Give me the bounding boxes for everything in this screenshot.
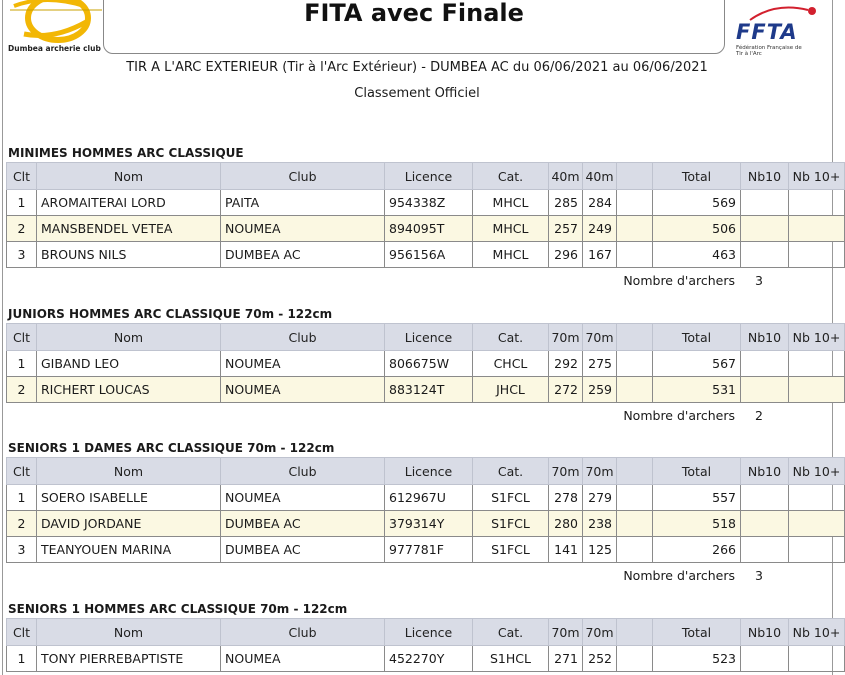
table-cell: 2 (7, 216, 37, 242)
table-cell: S1FCL (473, 485, 549, 511)
table-cell: 1 (7, 351, 37, 377)
table-cell: 506 (653, 216, 741, 242)
table-cell: 285 (549, 190, 583, 216)
table-cell (789, 242, 845, 268)
table-cell: 894095T (385, 216, 473, 242)
table-cell: 567 (653, 351, 741, 377)
table-cell (617, 190, 653, 216)
table-cell: 954338Z (385, 190, 473, 216)
archer-count-value: 3 (755, 273, 763, 288)
archer-count-label: Nombre d'archers (623, 273, 735, 288)
table-cell: S1FCL (473, 511, 549, 537)
table-cell: DAVID JORDANE (37, 511, 221, 537)
column-header: Total (653, 163, 741, 190)
column-header: 70m (549, 324, 583, 351)
ffta-logo-text: FFTA (736, 20, 798, 44)
table-cell (741, 377, 789, 403)
table-cell: AROMAITERAI LORD (37, 190, 221, 216)
table-cell (741, 216, 789, 242)
table-cell: NOUMEA (221, 351, 385, 377)
table-cell: DUMBEA AC (221, 242, 385, 268)
table-cell: 569 (653, 190, 741, 216)
table-cell: PAITA (221, 190, 385, 216)
table-cell (617, 646, 653, 672)
results-table (6, 162, 845, 268)
table-cell: MANSBENDEL VETEA (37, 216, 221, 242)
table-header-row (7, 458, 845, 485)
column-header: Licence (385, 619, 473, 646)
table-cell: 271 (549, 646, 583, 672)
column-header: Total (653, 458, 741, 485)
table-cell (741, 190, 789, 216)
table-cell: NOUMEA (221, 377, 385, 403)
table-cell: DUMBEA AC (221, 511, 385, 537)
table-cell: BROUNS NILS (37, 242, 221, 268)
column-header: Club (221, 324, 385, 351)
table-cell (789, 190, 845, 216)
table-cell: 266 (653, 537, 741, 563)
column-header: Nb 10+ (789, 619, 845, 646)
table-cell: 452270Y (385, 646, 473, 672)
classement-label: Classement Officiel (354, 86, 480, 101)
results-table (6, 618, 845, 672)
column-header: Nb10 (741, 458, 789, 485)
archer-icon (6, 0, 106, 46)
section-0 (6, 144, 841, 294)
archer-count (6, 563, 829, 589)
table-row (7, 511, 845, 537)
table-cell: 883124T (385, 377, 473, 403)
table-cell: SOERO ISABELLE (37, 485, 221, 511)
table-cell: 272 (549, 377, 583, 403)
column-header: Club (221, 163, 385, 190)
table-cell: 2 (7, 511, 37, 537)
table-cell: 238 (583, 511, 617, 537)
table-cell: JHCL (473, 377, 549, 403)
archer-count (6, 268, 829, 294)
column-header: Cat. (473, 163, 549, 190)
table-row (7, 377, 845, 403)
table-cell (789, 537, 845, 563)
column-header: Clt (7, 324, 37, 351)
table-cell: 278 (549, 485, 583, 511)
table-cell: 275 (583, 351, 617, 377)
table-cell (789, 646, 845, 672)
column-header: Nb 10+ (789, 458, 845, 485)
column-header (617, 458, 653, 485)
table-cell: 379314Y (385, 511, 473, 537)
table-cell (617, 485, 653, 511)
table-cell: S1HCL (473, 646, 549, 672)
table-cell: DUMBEA AC (221, 537, 385, 563)
column-header: Nb10 (741, 324, 789, 351)
table-cell (741, 537, 789, 563)
table-cell: 523 (653, 646, 741, 672)
column-header: Nom (37, 163, 221, 190)
table-cell: 531 (653, 377, 741, 403)
column-header: Total (653, 619, 741, 646)
table-cell (617, 351, 653, 377)
archer-count-value: 2 (755, 408, 763, 423)
table-cell: 806675W (385, 351, 473, 377)
target-arc-icon (730, 2, 830, 22)
column-header: Cat. (473, 619, 549, 646)
column-header (617, 163, 653, 190)
column-header (617, 324, 653, 351)
table-cell (617, 377, 653, 403)
table-cell: 280 (549, 511, 583, 537)
column-header: Club (221, 458, 385, 485)
table-cell: 279 (583, 485, 617, 511)
table-cell (741, 646, 789, 672)
column-header: Cat. (473, 458, 549, 485)
table-cell: S1FCL (473, 537, 549, 563)
section-title: SENIORS 1 DAMES ARC CLASSIQUE 70m - 122cm (8, 441, 335, 455)
table-cell: NOUMEA (221, 485, 385, 511)
column-header: 70m (549, 619, 583, 646)
table-cell: 518 (653, 511, 741, 537)
column-header: Nb10 (741, 619, 789, 646)
table-cell: MHCL (473, 216, 549, 242)
table-cell: 259 (583, 377, 617, 403)
results-table (6, 323, 845, 403)
archer-count-value: 3 (755, 568, 763, 583)
table-cell (741, 485, 789, 511)
table-row (7, 646, 845, 672)
archer-count-label: Nombre d'archers (623, 408, 735, 423)
column-header: Licence (385, 324, 473, 351)
table-cell (789, 511, 845, 537)
table-row (7, 216, 845, 242)
table-cell: TONY PIERREBAPTISTE (37, 646, 221, 672)
table-cell: 3 (7, 537, 37, 563)
table-header-row (7, 163, 845, 190)
section-1 (6, 305, 841, 429)
table-cell: 252 (583, 646, 617, 672)
page-title: FITA avec Finale (304, 0, 524, 27)
column-header: 40m (549, 163, 583, 190)
table-header-row (7, 619, 845, 646)
table-header-row (7, 324, 845, 351)
section-title: MINIMES HOMMES ARC CLASSIQUE (8, 146, 244, 160)
table-cell: MHCL (473, 242, 549, 268)
archer-count-label: Nombre d'archers (623, 568, 735, 583)
column-header: Licence (385, 458, 473, 485)
table-cell: 296 (549, 242, 583, 268)
table-cell: 956156A (385, 242, 473, 268)
column-header: 70m (583, 458, 617, 485)
table-cell: 141 (549, 537, 583, 563)
table-cell: GIBAND LEO (37, 351, 221, 377)
event-subtitle: TIR A L'ARC EXTERIEUR (Tir à l'Arc Extérieur) - DUMBEA AC du 06/06/2021 au 06/06/2021 (126, 60, 708, 75)
table-cell (741, 511, 789, 537)
table-cell: 557 (653, 485, 741, 511)
table-row (7, 242, 845, 268)
table-cell: NOUMEA (221, 646, 385, 672)
column-header: Nb 10+ (789, 324, 845, 351)
table-row (7, 351, 845, 377)
column-header: Nom (37, 458, 221, 485)
column-header: Nb 10+ (789, 163, 845, 190)
table-row (7, 485, 845, 511)
table-cell: 612967U (385, 485, 473, 511)
table-row (7, 537, 845, 563)
table-cell (617, 242, 653, 268)
table-cell: RICHERT LOUCAS (37, 377, 221, 403)
table-cell: 167 (583, 242, 617, 268)
table-cell: 977781F (385, 537, 473, 563)
table-cell (789, 485, 845, 511)
table-cell: 463 (653, 242, 741, 268)
column-header: Clt (7, 619, 37, 646)
table-cell: 1 (7, 646, 37, 672)
results-table (6, 457, 845, 563)
archer-count (6, 403, 829, 429)
table-cell (789, 216, 845, 242)
table-cell: TEANYOUEN MARINA (37, 537, 221, 563)
table-cell: 2 (7, 377, 37, 403)
table-cell: 125 (583, 537, 617, 563)
column-header: 70m (549, 458, 583, 485)
table-cell: MHCL (473, 190, 549, 216)
table-cell (617, 216, 653, 242)
section-title: JUNIORS HOMMES ARC CLASSIQUE 70m - 122cm (8, 307, 333, 321)
table-cell: NOUMEA (221, 216, 385, 242)
table-cell (617, 511, 653, 537)
table-cell: 284 (583, 190, 617, 216)
table-cell (789, 377, 845, 403)
ffta-logo-subtext: Fédération Française de Tir à l'Arc (736, 45, 802, 57)
table-cell: 249 (583, 216, 617, 242)
column-header: 40m (583, 163, 617, 190)
table-cell: 1 (7, 190, 37, 216)
table-cell (617, 537, 653, 563)
table-cell (741, 351, 789, 377)
column-header: Clt (7, 458, 37, 485)
table-cell: 257 (549, 216, 583, 242)
column-header: 70m (583, 324, 617, 351)
table-cell (741, 242, 789, 268)
column-header: Cat. (473, 324, 549, 351)
section-2 (6, 439, 841, 589)
column-header: Nom (37, 324, 221, 351)
column-header: 70m (583, 619, 617, 646)
column-header: Licence (385, 163, 473, 190)
table-cell (789, 351, 845, 377)
column-header: Nb10 (741, 163, 789, 190)
section-title: SENIORS 1 HOMMES ARC CLASSIQUE 70m - 122cm (8, 602, 348, 616)
column-header: Total (653, 324, 741, 351)
column-header: Club (221, 619, 385, 646)
club-logo-label: Dumbea archerie club (8, 44, 101, 53)
column-header: Nom (37, 619, 221, 646)
table-cell: 1 (7, 485, 37, 511)
table-cell: CHCL (473, 351, 549, 377)
club-logo (6, 0, 106, 58)
column-header: Clt (7, 163, 37, 190)
ffta-logo (730, 2, 830, 60)
section-3 (6, 600, 841, 672)
title-box (103, 0, 725, 54)
table-cell: 3 (7, 242, 37, 268)
column-header (617, 619, 653, 646)
table-row (7, 190, 845, 216)
table-cell: 292 (549, 351, 583, 377)
